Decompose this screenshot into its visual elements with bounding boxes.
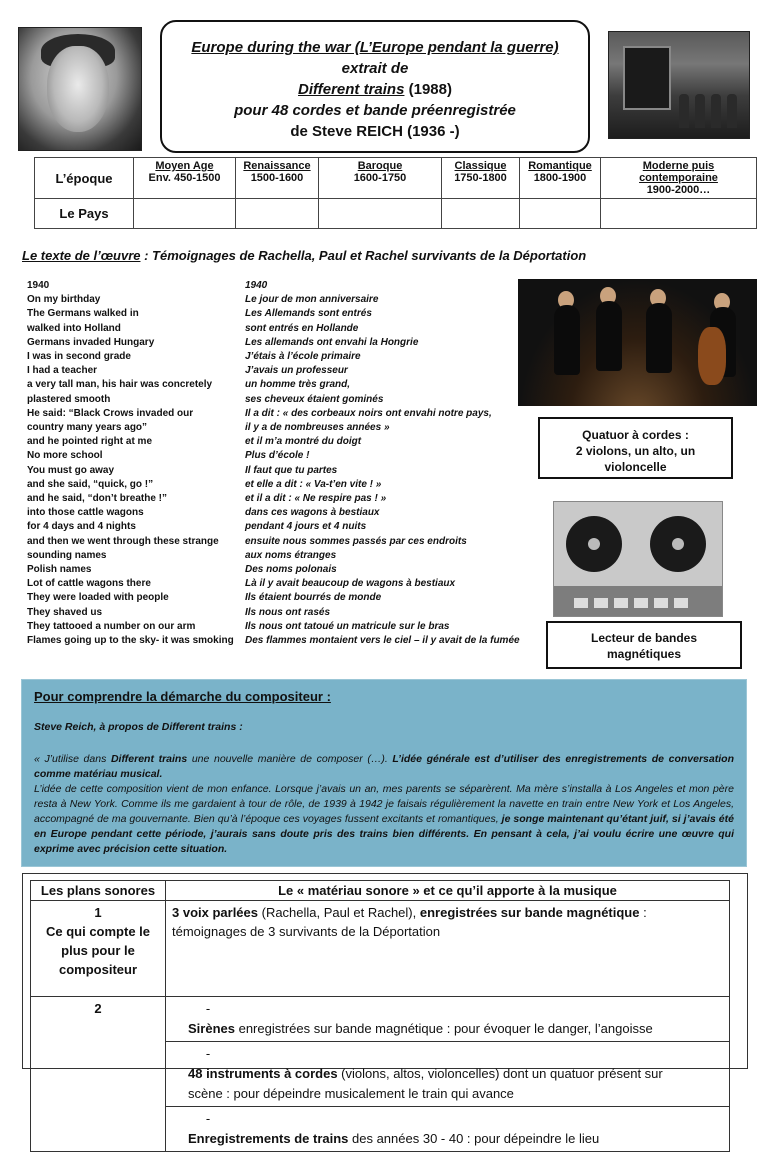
- quartet-caption-line: 2 violons, un alto, un: [575, 444, 696, 458]
- quartet-caption-line: Quatuor à cordes :: [582, 428, 689, 442]
- musician-body: [554, 305, 580, 375]
- lyric-line: Ils nous ont tatoué un matricule sur le bras: [245, 620, 450, 632]
- plans-header-col2: Le « matériau sonore » et ce qu’il apporte à la musique: [166, 881, 730, 901]
- quartet-caption: [538, 417, 733, 479]
- lyric-line: into those cattle wagons: [27, 507, 144, 519]
- tape-reel: [566, 516, 622, 572]
- lyric-line: You must go away: [27, 464, 115, 476]
- cello: [698, 327, 726, 385]
- lyric-line: He said: “Black Crows invaded our: [27, 407, 194, 419]
- train-door: [623, 46, 671, 110]
- work-year: (1988): [404, 81, 452, 98]
- lyric-line: The Germans walked in: [27, 308, 139, 320]
- lyric-line: I had a teacher: [27, 365, 98, 377]
- lyric-line: il y a de nombreuses années »: [245, 422, 390, 434]
- period-cell: [520, 158, 601, 199]
- lyric-line: Les allemands ont envahi la Hongrie: [245, 336, 419, 348]
- lyric-line: and he pointed right at me: [27, 436, 153, 448]
- lyric-line: Germans invaded Hungary: [27, 336, 155, 348]
- quote-key-idea: L’idée générale est d’utiliser des enregistrements de conversation comme matériau musical.: [34, 753, 734, 780]
- plans-row1-content: [166, 901, 730, 997]
- pays-cell[interactable]: [134, 199, 236, 229]
- title-line-5: de Steve REICH (1936 -): [290, 123, 460, 140]
- period-dates: 1500-1600: [250, 172, 304, 184]
- lyric-line: and he said, “don’t breathe !”: [27, 493, 168, 505]
- photo-figure: [695, 94, 705, 128]
- quote-text: « J’utilise dans: [34, 753, 111, 765]
- plans-item-text: enregistrées sur bande magnétique : pour évoquer le danger, l’angoisse: [234, 1021, 653, 1036]
- plans-recorded: enregistrées sur bande magnétique: [419, 905, 640, 920]
- text-heading-rest: : Témoignages de Rachella, Paul et Rachel survivants de la Déportation: [140, 248, 587, 263]
- lyric-line: country many years ago”: [27, 422, 148, 434]
- lyrics-french: [245, 279, 525, 648]
- lyric-line: ses cheveux étaient gominés: [245, 393, 384, 405]
- lyric-line: dans ces wagons à bestiaux: [245, 507, 380, 519]
- composer-section: [22, 680, 746, 866]
- tape-key: [574, 598, 588, 608]
- plans-table: [30, 880, 730, 1152]
- photo-figure: [727, 94, 737, 128]
- bullet-dash: -: [205, 1001, 211, 1016]
- lyric-line: for 4 days and 4 nights: [27, 521, 136, 533]
- period-cell: [442, 158, 520, 199]
- lyric-line: No more school: [27, 450, 103, 462]
- period-dates: Env. 450-1500: [148, 172, 221, 184]
- quote-text: L’idée de cette composition vient de mon enfance. Lorsque j’avais un an, mes parents se séparèrent. Ma mère s’installa à Los Angeles et mon père resta à New York. Comme ils me gardaient à tour de rôle, de 1939 à 1942 je faisais régulièrement la navette en train entre New York et Los Angeles, accompagné de ma gouvernante. Bien qu’à l’époque ces voyages fussent excitants et romantiques,: [34, 783, 734, 825]
- plans-item: [166, 1107, 729, 1151]
- title-line-3: [162, 79, 588, 100]
- quote-text: une nouvelle manière de composer (…).: [187, 753, 393, 765]
- tape-caption-line: magnétiques: [606, 647, 681, 661]
- tape-key: [614, 598, 628, 608]
- lyric-line: Polish names: [27, 564, 92, 576]
- text-heading-label: Le texte de l’œuvre: [22, 248, 141, 263]
- lyric-line: et il a dit : « Ne respire pas ! »: [245, 493, 387, 505]
- lyric-line: Il faut que tu partes: [245, 464, 338, 476]
- lyric-line: Les Allemands sont entrés: [245, 308, 372, 320]
- plans-item-title: Sirènes: [188, 1021, 235, 1036]
- tape-key: [594, 598, 608, 608]
- lyric-line: et elle a dit : « Va-t’en vite ! »: [245, 478, 382, 490]
- title-line-4: pour 48 cordes et bande préenregistrée: [234, 102, 516, 119]
- lyrics-english: [27, 279, 237, 648]
- lyric-line: Il a dit : « des corbeaux noirs ont envahi notre pays,: [245, 407, 492, 419]
- bullet-dash: -: [205, 1111, 211, 1126]
- quote-work-title: Different trains: [110, 753, 188, 765]
- plans-item: [166, 1042, 729, 1107]
- periods-table: [34, 157, 757, 229]
- plans-item-text: (violons, altos, violoncelles) dont un quatuor présent sur scène : pour dépeindre musicalement le train qui avance: [188, 1066, 663, 1101]
- plans-row-number: 2: [94, 1001, 102, 1016]
- lyric-line: Des flammes montaient vers le ciel – il y avait de la fumée: [245, 635, 520, 647]
- plans-item-text: des années 30 - 40 : pour dépeindre le lieu: [348, 1131, 600, 1146]
- lyric-line: I was in second grade: [27, 351, 131, 363]
- lyric-line: Ils nous ont rasés: [245, 606, 331, 618]
- work-title: Different trains: [298, 81, 405, 98]
- deportation-train-photo: [608, 31, 750, 139]
- pays-cell[interactable]: [601, 199, 757, 229]
- lyric-line: Là il y avait beaucoup de wagons à bestiaux: [245, 578, 456, 590]
- lyric-line: ensuite nous sommes passés par ces endroits: [245, 535, 467, 547]
- plans-header-row: [31, 881, 730, 901]
- lyric-line: walked into Holland: [27, 322, 121, 334]
- pays-cell[interactable]: [442, 199, 520, 229]
- plans-row-description: Ce qui compte le plus pour le compositeur: [45, 924, 151, 977]
- lyric-line: J’avais un professeur: [245, 365, 348, 377]
- lyric-line: J’étais à l’école primaire: [245, 351, 361, 363]
- composer-portrait: [18, 27, 142, 151]
- lyric-line: 1940: [27, 280, 50, 291]
- lyric-line: On my birthday: [27, 294, 101, 306]
- lyric-line: et il m’a montré du doigt: [245, 436, 362, 448]
- periods-row-pays: [35, 199, 757, 229]
- lyric-line: plastered smooth: [27, 393, 111, 405]
- plans-row-1: [31, 901, 730, 997]
- plans-row1-label: [31, 901, 166, 997]
- lyric-line: Le jour de mon anniversaire: [245, 294, 379, 306]
- period-name: Renaissance: [243, 160, 311, 172]
- quartet-caption-line: violoncelle: [604, 460, 667, 474]
- lyric-line: sounding names: [27, 549, 107, 561]
- portrait-face: [47, 46, 109, 132]
- plans-row2-content: [166, 997, 730, 1152]
- period-dates: 1900-2000…: [646, 184, 711, 196]
- period-dates: 1600-1750: [353, 172, 407, 184]
- tape-caption-line: Lecteur de bandes: [590, 631, 698, 645]
- label-epoque: L’époque: [35, 158, 134, 199]
- lyric-line: a very tall man, his hair was concretely: [27, 379, 213, 391]
- lyric-line: 1940: [245, 280, 268, 291]
- tape-reel: [650, 516, 706, 572]
- pays-cell[interactable]: [319, 199, 442, 229]
- period-cell: [134, 158, 236, 199]
- period-cell: [236, 158, 319, 199]
- tape-key: [674, 598, 688, 608]
- lyric-line: Plus d’école !: [245, 450, 310, 462]
- lyric-line: and then we went through these strange: [27, 535, 219, 547]
- period-name: Moyen Age: [155, 160, 214, 172]
- pays-cell[interactable]: [236, 199, 319, 229]
- period-cell: [601, 158, 757, 199]
- label-pays: Le Pays: [35, 199, 134, 229]
- lyric-line: They tattooed a number on our arm: [27, 620, 196, 632]
- plans-text: : témoignages de 3 survivants de la Déportation: [172, 905, 647, 939]
- tape-recorder-photo: [553, 501, 723, 617]
- plans-header-col1: Les plans sonores: [31, 881, 166, 901]
- periods-row-epoque: [35, 158, 757, 199]
- title-box: [160, 20, 590, 153]
- lyric-line: and she said, “quick, go !”: [27, 478, 154, 490]
- plans-row-number: 1: [94, 905, 102, 920]
- plans-row-2: [31, 997, 730, 1152]
- quote-key-idea: je songe maintenant qu’étant juif, si j’avais été en Europe pendant cette période, j’aurais sans doute pris des trains bien différents. En pensant à cela, j’ai voulu écrire une œuvre qui exprime avec précision cette situation.: [34, 813, 734, 855]
- lyric-line: They shaved us: [27, 606, 103, 618]
- tape-key: [634, 598, 648, 608]
- plans-text: (Rachella, Paul et Rachel),: [258, 905, 420, 920]
- string-quartet-photo: [518, 279, 757, 406]
- bullet-dash: -: [205, 1046, 211, 1061]
- plans-row2-label: [31, 997, 166, 1152]
- period-name: Classique: [454, 160, 507, 172]
- composer-section-title: Pour comprendre la démarche du compositeur :: [34, 689, 331, 704]
- lyric-line: Des noms polonais: [245, 564, 337, 576]
- title-line-1: Europe during the war (L’Europe pendant la guerre): [191, 39, 559, 56]
- lyric-line: They were loaded with people: [27, 592, 169, 604]
- plans-voices: 3 voix parlées: [172, 905, 258, 920]
- lyric-line: pendant 4 jours et 4 nuits: [245, 521, 367, 533]
- period-dates: 1800-1900: [533, 172, 587, 184]
- lyric-line: un homme très grand,: [245, 379, 351, 391]
- plans-item: [166, 997, 729, 1042]
- tape-key: [654, 598, 668, 608]
- tape-caption: [546, 621, 742, 669]
- plans-item-title: Enregistrements de trains: [188, 1131, 349, 1146]
- lyric-line: Ils étaient bourrés de monde: [245, 592, 382, 604]
- musician-body: [596, 301, 622, 371]
- plans-item-title: 48 instruments à cordes: [188, 1066, 338, 1081]
- lyric-line: aux noms étranges: [245, 549, 337, 561]
- composer-section-subtitle: Steve Reich, à propos de Different trains :: [34, 721, 243, 733]
- composer-quote: [34, 752, 734, 857]
- photo-figure: [711, 94, 721, 128]
- lyric-line: Lot of cattle wagons there: [27, 578, 151, 590]
- pays-cell[interactable]: [520, 199, 601, 229]
- lyric-line: Flames going up to the sky- it was smoking: [27, 635, 234, 647]
- period-dates: 1750-1800: [454, 172, 507, 184]
- period-cell: [319, 158, 442, 199]
- text-heading: [22, 248, 586, 263]
- photo-figure: [679, 94, 689, 128]
- musician-body: [646, 303, 672, 373]
- period-name: Moderne puis contemporaine: [639, 160, 718, 184]
- period-name: Baroque: [357, 160, 403, 172]
- lyric-line: sont entrés en Hollande: [245, 322, 359, 334]
- title-line-2: extrait de: [341, 60, 409, 77]
- period-name: Romantique: [528, 160, 592, 172]
